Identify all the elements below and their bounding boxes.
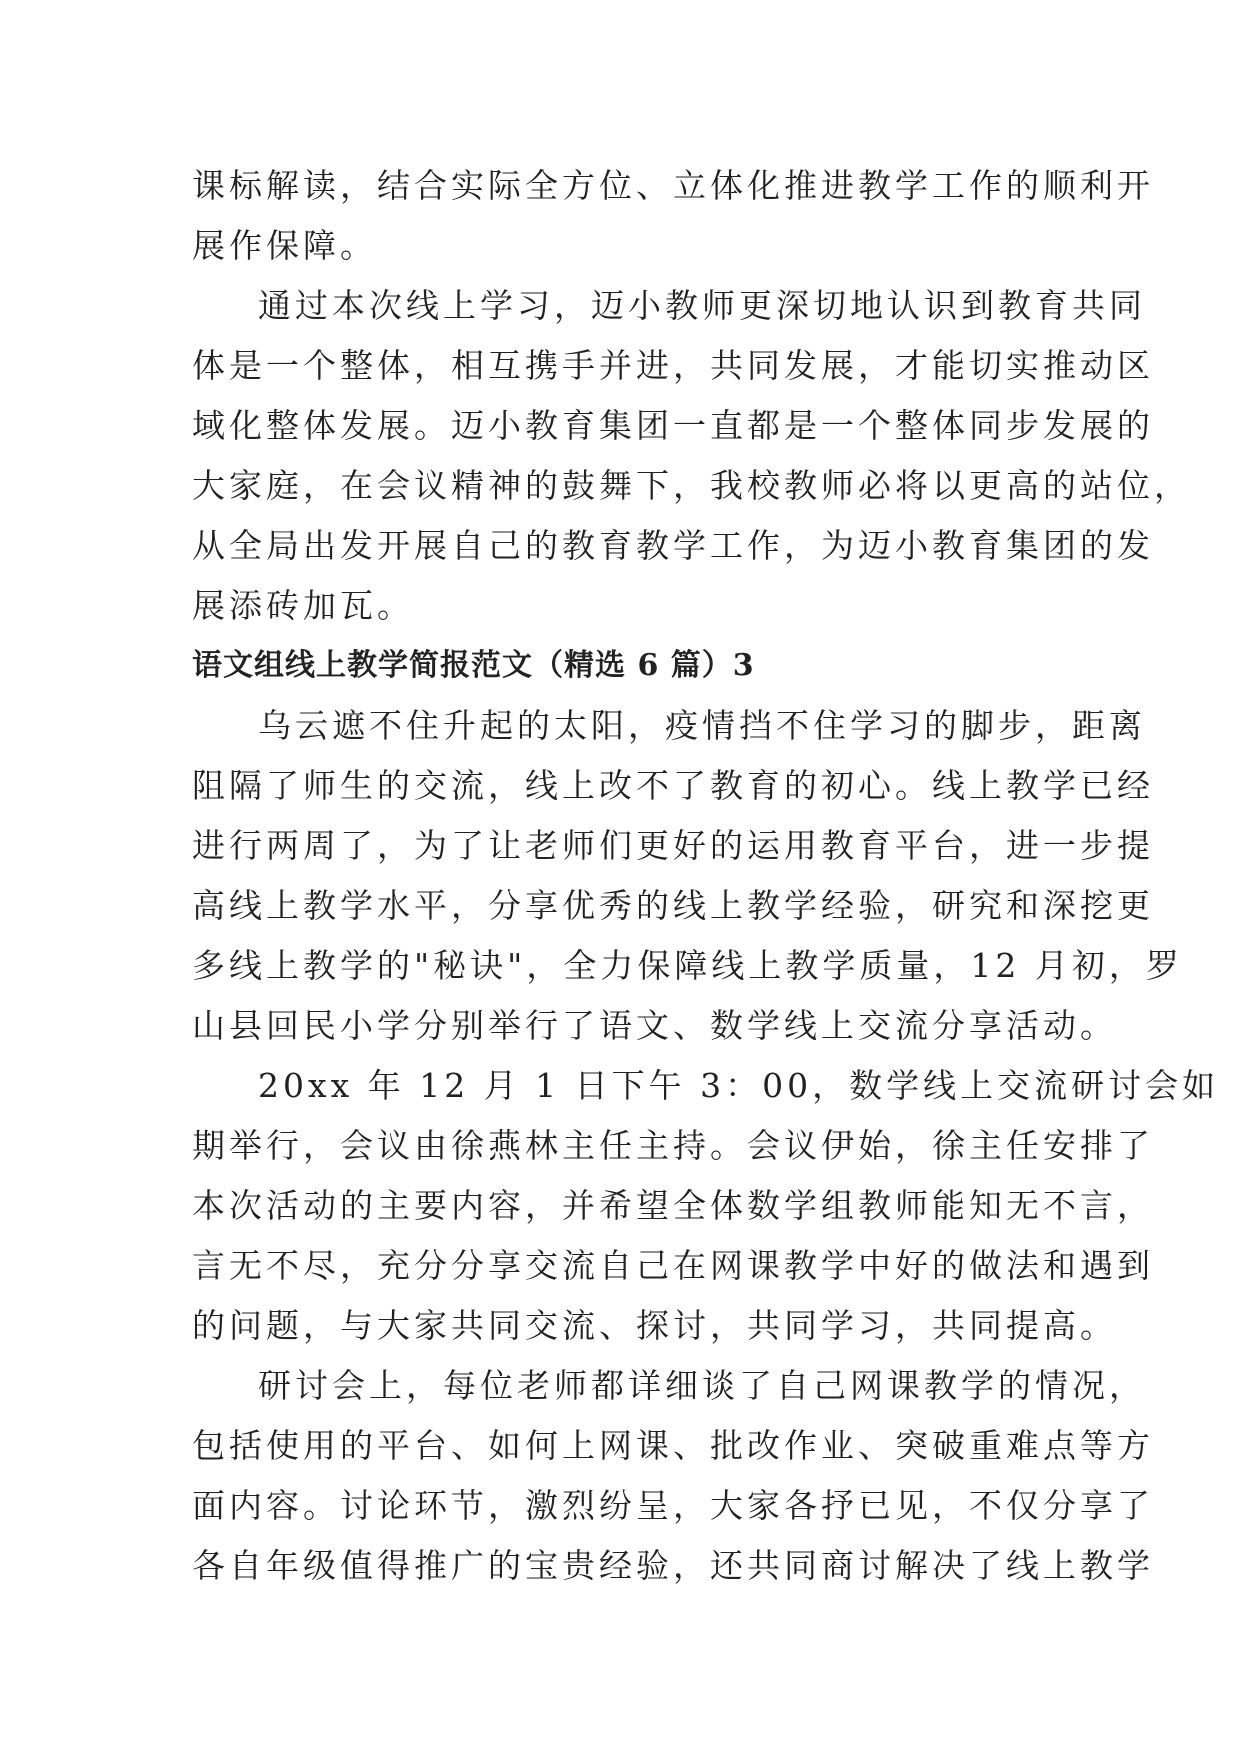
text-line: 展添砖加瓦。 bbox=[192, 586, 414, 625]
text-line: 本次活动的主要内容，并希望全体数学组教师能知无不言， bbox=[192, 1186, 1154, 1225]
text-line: 乌云遮不住升起的太阳，疫情挡不住学习的脚步，距离 bbox=[258, 706, 1146, 745]
text-line: 通过本次线上学习，迈小教师更深切地认识到教育共同 bbox=[258, 286, 1146, 325]
text-line: 体是一个整体，相互携手并进，共同发展，才能切实推动区 bbox=[192, 346, 1154, 385]
section-heading: 语文组线上教学简报范文（精选 6 篇）3 bbox=[192, 648, 755, 683]
text-line: 山县回民小学分别举行了语文、数学线上交流分享活动。 bbox=[192, 1006, 1117, 1045]
paragraph bbox=[192, 1056, 1220, 1356]
text-line: 从全局出发开展自己的教育教学工作，为迈小教育集团的发 bbox=[192, 526, 1154, 565]
document-body bbox=[192, 156, 1220, 1596]
text-line: 言无不尽，充分分享交流自己在网课教学中好的做法和遇到 bbox=[192, 1246, 1154, 1285]
text-line: 面内容。讨论环节，激烈纷呈，大家各抒已见，不仅分享了 bbox=[192, 1486, 1154, 1525]
text-line: 多线上教学的"秘诀"，全力保障线上教学质量，12 月初，罗 bbox=[192, 946, 1183, 985]
text-line: 课标解读，结合实际全方位、立体化推进教学工作的顺利开 bbox=[192, 166, 1154, 205]
text-line: 期举行，会议由徐燕林主任主持。会议伊始，徐主任安排了 bbox=[192, 1126, 1154, 1165]
text-line: 域化整体发展。迈小教育集团一直都是一个整体同步发展的 bbox=[192, 406, 1154, 445]
text-line: 阻隔了师生的交流，线上改不了教育的初心。线上教学已经 bbox=[192, 766, 1154, 805]
text-line: 20xx 年 12 月 1 日下午 3：00，数学线上交流研讨会如 bbox=[258, 1066, 1220, 1105]
text-line: 展作保障。 bbox=[192, 226, 377, 265]
text-line: 进行两周了，为了让老师们更好的运用教育平台，进一步提 bbox=[192, 826, 1154, 865]
paragraph bbox=[192, 276, 1191, 636]
text-line: 各自年级值得推广的宝贵经验，还共同商讨解决了线上教学 bbox=[192, 1546, 1154, 1585]
paragraph bbox=[192, 696, 1183, 1056]
text-line: 研讨会上，每位老师都详细谈了自己网课教学的情况， bbox=[258, 1366, 1146, 1405]
text-line: 高线上教学水平，分享优秀的线上教学经验，研究和深挖更 bbox=[192, 886, 1154, 925]
text-line: 大家庭，在会议精神的鼓舞下，我校教师必将以更高的站位， bbox=[192, 466, 1191, 505]
text-line: 的问题，与大家共同交流、探讨，共同学习，共同提高。 bbox=[192, 1306, 1117, 1345]
paragraph bbox=[192, 1356, 1154, 1596]
text-line: 包括使用的平台、如何上网课、批改作业、突破重难点等方 bbox=[192, 1426, 1154, 1465]
paragraph bbox=[192, 156, 1154, 276]
